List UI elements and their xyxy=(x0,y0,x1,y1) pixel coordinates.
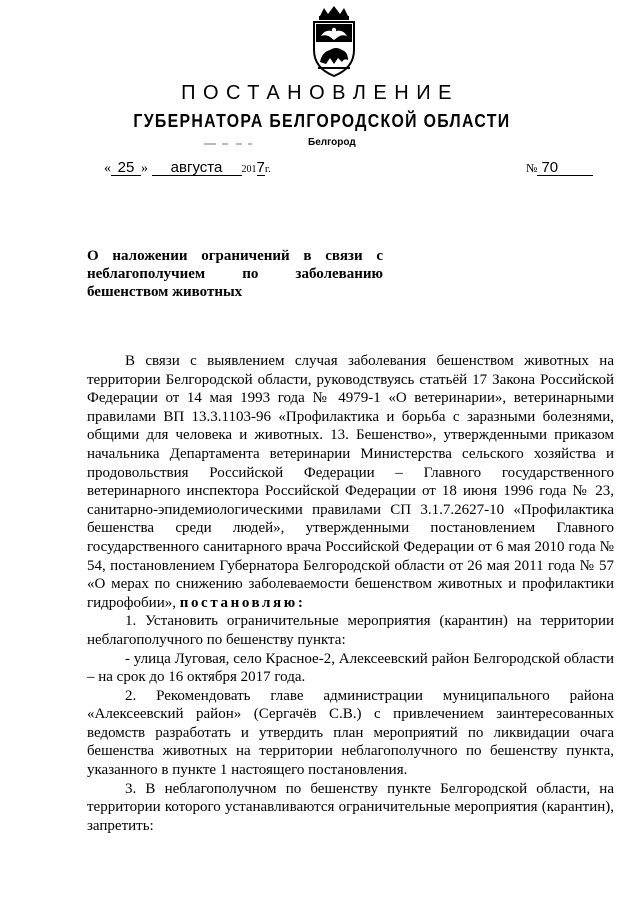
document-body xyxy=(87,352,614,835)
date-day: 25 xyxy=(111,161,141,176)
subject-line: неблагополучием по заболеванию xyxy=(87,266,383,282)
item-paragraph: - улица Луговая, село Красное-2, Алексеевский район Белгородской области – на срок до 16 октября 2017 года. xyxy=(87,650,614,686)
belgorod-coat-of-arms-icon xyxy=(306,6,362,78)
date-month: августа xyxy=(152,161,242,176)
date-open-quote: « xyxy=(104,161,111,176)
document-number xyxy=(526,161,593,177)
number-value: 70 xyxy=(537,161,593,176)
resolve-word: постановляю: xyxy=(179,594,306,611)
item-paragraph: 3. В неблагополучном по бешенству пункте Белгородской области, на территории которого устанавливаются ограничительные мероприятия (карантин), запретить: xyxy=(87,780,614,834)
preamble-paragraph xyxy=(87,352,614,612)
subject-line: бешенством животных xyxy=(87,284,243,300)
item-paragraph: 2. Рекомендовать главе администрации муниципального района «Алексеевский район» (Сергачёв С.В.) с привлечением заинтересованных ведомств разработать и утвердить план мероприятий по ликвидации очага бешенства животных на территории неблагополучного по бешенству пункта, указанного в пункте 1 настоящего постановления. xyxy=(87,687,614,779)
handwritten-mark xyxy=(202,141,272,147)
date-close-quote: » xyxy=(141,161,148,176)
number-label: № xyxy=(526,161,538,175)
item-paragraph: 1. Установить ограничительные мероприятия (карантин) на территории неблагополучного по бешенству пункта: xyxy=(87,613,614,648)
issue-city: Белгород xyxy=(308,137,356,148)
date-year-suffix: 7 xyxy=(256,159,265,176)
date-year-end: г. xyxy=(264,163,271,175)
date-year-prefix: 201 xyxy=(241,164,257,175)
document-subject xyxy=(87,247,383,301)
subject-line: О наложении ограничений в связи с xyxy=(87,248,383,264)
document-type-title: ПОСТАНОВЛЕНИЕ xyxy=(181,82,459,104)
preamble-text: В связи с выявлением случая заболевания бешенством животных на территории Белгородской области, руководствуясь статьёй 17 Закона Российской Федерации от 14 мая 1993 года № 4979-1 «О ветеринарии», ветеринарными правилами ВП 13.3.1103-96 «Профилактика и борьба с заразными болезнями, общими для человека и животных. 13. Бешенство», утвержденными приказом начальника Департамента ветеринарии Министерства сельского хозяйства и продовольствия Российской Федерации – Главного государственного ветеринарного инспектора Российской Федерации от 18 июня 1996 года № 23, санитарно-эпидемиологическими правилами СП 3.1.7.2627-10 «Профилактика бешенства среди людей», утвержденными постановлением Главного государственного санитарного врача Российской Федерации от 6 мая 2010 года № 54, постановлением Губернатора Белгородской области от 26 мая 2011 года № 57 «О мерах по снижению заболеваемости бешенством животных и профилактики гидрофобии», xyxy=(87,353,614,611)
issuing-authority: ГУБЕРНАТОРА БЕЛГОРОДСКОЙ ОБЛАСТИ xyxy=(133,111,511,131)
document-date xyxy=(104,161,271,177)
